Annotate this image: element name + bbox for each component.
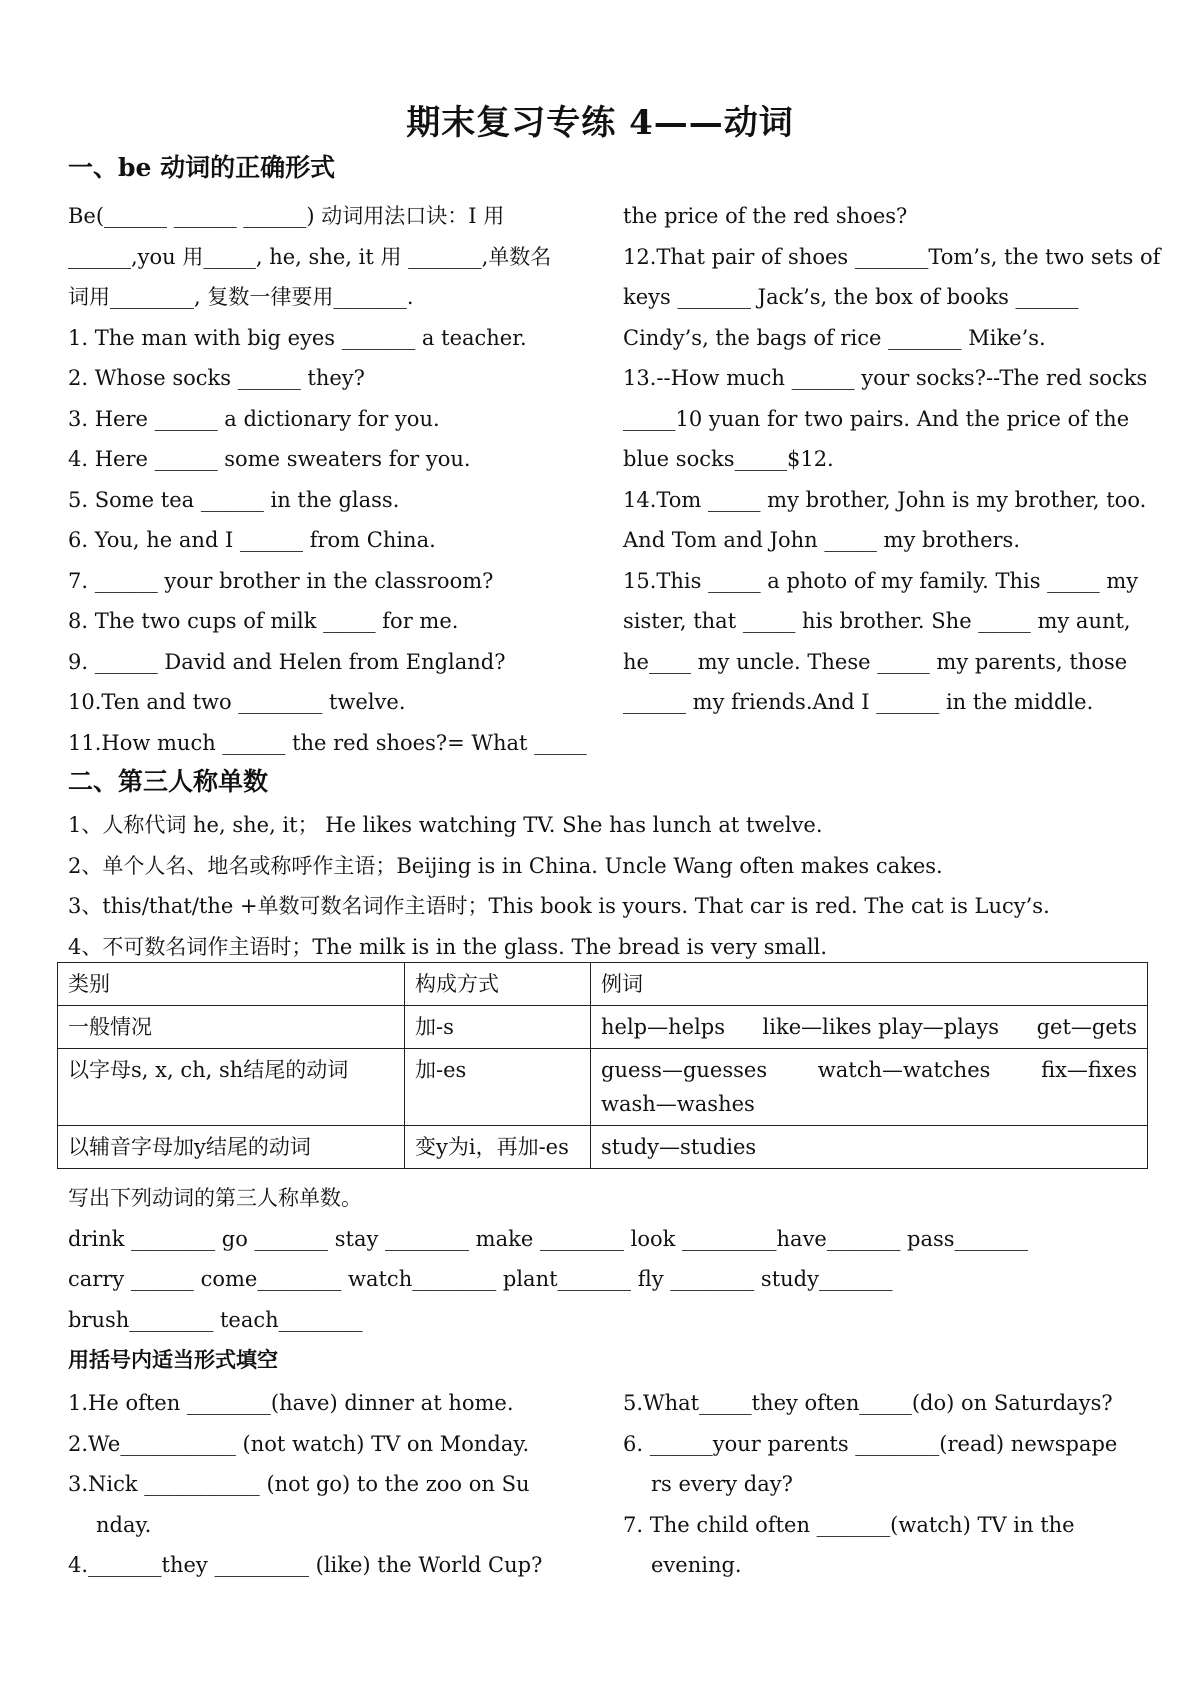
rhyme-line: 词用________, 复数一律要用_______. <box>68 285 414 309</box>
exercise-item: 2. Whose socks ______ they? <box>68 366 365 390</box>
fill-item: 7. The child often _______(watch) TV in the <box>623 1512 1075 1537</box>
exercise-item: _____10 yuan for two pairs. And the price of the <box>623 406 1130 431</box>
table-row <box>58 1126 1148 1169</box>
exercise-item: 3. Here ______ a dictionary for you. <box>68 406 440 431</box>
be-verb-left-column <box>68 196 587 763</box>
exercise-item: 7. ______ your brother in the classroom? <box>68 568 494 593</box>
fill-item: rs every day? <box>651 1472 793 1496</box>
third-person-table <box>57 962 1148 1169</box>
table-cell-method: 加-es <box>405 1049 591 1126</box>
section-heading-third-person: 二、第三人称单数 <box>68 767 269 796</box>
be-verb-right-column <box>623 196 1161 723</box>
table-cell-examples <box>591 1006 1148 1049</box>
fill-item: 5.What_____they often_____(do) on Saturdays? <box>623 1391 1113 1415</box>
exercise-item: 6. You, he and I ______ from China. <box>68 528 436 552</box>
page-title: 期末复习专练 4——动词 <box>406 103 794 143</box>
rule-line: 2、单个人名、地名或称呼作主语；Beijing is in China. Uncle Wang often makes cakes. <box>68 853 943 878</box>
practice-line: brush________ teach________ <box>68 1307 363 1332</box>
fill-right-column <box>623 1383 1143 1586</box>
exercise-item: 1. The man with big eyes _______ a teacher. <box>68 325 527 350</box>
table-row <box>58 1006 1148 1049</box>
exercise-item: 4. Here ______ some sweaters for you. <box>68 447 471 471</box>
example-word: fix—fixes <box>1041 1058 1137 1082</box>
exercise-item: keys _______ Jack’s, the box of books ______ <box>623 285 1079 309</box>
exercise-item: 13.--How much ______ your socks?--The red socks <box>623 366 1148 390</box>
rule-line: 1、人称代词 he, she, it； He likes watching TV. She has lunch at twelve. <box>68 813 823 837</box>
practice-line: carry ______ come________ watch________ plant_______ fly ________ study_______ <box>68 1267 893 1291</box>
section-heading-be-verbs: 一、be 动词的正确形式 <box>68 153 336 182</box>
fill-item: 4._______they _________ (like) the World Cup? <box>68 1553 543 1577</box>
exercise-item: 12.That pair of shoes _______Tom’s, the two sets of <box>623 244 1161 269</box>
table-header-row <box>58 963 1148 1006</box>
table-cell-method: 加-s <box>405 1006 591 1049</box>
example-word: guess—guesses <box>601 1058 768 1082</box>
example-word: get—gets <box>1036 1015 1137 1039</box>
exercise-item: 14.Tom _____ my brother, John is my brother, too. <box>623 487 1147 512</box>
exercise-item: he____ my uncle. These _____ my parents, those <box>623 649 1128 674</box>
table-cell-category: 以字母s, x, ch, sh结尾的动词 <box>58 1049 405 1126</box>
exercise-item: 11.How much ______ the red shoes?= What _____ <box>68 730 587 755</box>
exercise-item: 10.Ten and two ________ twelve. <box>68 690 406 714</box>
exercise-item: And Tom and John _____ my brothers. <box>623 528 1021 552</box>
fill-left-column <box>68 1383 588 1586</box>
table-header: 构成方式 <box>405 963 591 1006</box>
exercise-item: 5. Some tea ______ in the glass. <box>68 487 400 512</box>
fill-item: 2.We___________ (not watch) TV on Monday. <box>68 1431 530 1456</box>
fill-item: 6. ______your parents ________(read) newspape <box>623 1431 1118 1456</box>
example-word: help—helps <box>601 1015 726 1039</box>
example-word: study—studies <box>601 1135 757 1159</box>
practice-block <box>68 1178 1168 1381</box>
exercise-item: Cindy’s, the bags of rice _______ Mike’s. <box>623 325 1046 350</box>
table-cell-examples <box>591 1126 1148 1169</box>
fill-item: nday. <box>96 1512 152 1537</box>
fill-item: evening. <box>651 1553 742 1577</box>
table-header: 例词 <box>591 963 1148 1006</box>
table-cell-category: 一般情况 <box>58 1006 405 1049</box>
exercise-item: ______ my friends.And I ______ in the middle. <box>623 690 1094 714</box>
exercise-item: blue socks_____$12. <box>623 447 834 471</box>
example-word: watch—watches <box>817 1058 991 1082</box>
example-word: wash—washes <box>601 1092 755 1116</box>
exercise-item: sister, that _____ his brother. She _____ my aunt, <box>623 609 1131 633</box>
table-cell-category: 以辅音字母加y结尾的动词 <box>58 1126 405 1169</box>
example-word: like—likes play—plays <box>762 1015 1000 1039</box>
third-person-rules <box>68 805 1168 967</box>
rule-line: 4、不可数名词作主语时；The milk is in the glass. The bread is very small. <box>68 934 828 959</box>
table-cell-method: 变y为i，再加-es <box>405 1126 591 1169</box>
fill-item: 3.Nick ___________ (not go) to the zoo on Su <box>68 1472 530 1496</box>
table-cell-examples <box>591 1049 1148 1126</box>
table-row <box>58 1049 1148 1126</box>
exercise-item: the price of the red shoes? <box>623 204 908 228</box>
fill-item: 1.He often ________(have) dinner at home. <box>68 1391 514 1415</box>
practice-instruction: 写出下列动词的第三人称单数。 <box>68 1186 362 1210</box>
exercise-item: 15.This _____ a photo of my family. This _____ my <box>623 568 1139 593</box>
rule-line: 3、this/that/the +单数可数名词作主语时；This book is yours. That car is red. The cat is Lucy’s. <box>68 894 1050 918</box>
exercise-item: 8. The two cups of milk _____ for me. <box>68 609 459 633</box>
practice-line: drink ________ go _______ stay ________ make ________ look _________have_______ pass_______ <box>68 1226 1029 1251</box>
rhyme-line: Be(______ ______ ______) 动词用法口诀：I 用 <box>68 204 505 228</box>
exercise-item: 9. ______ David and Helen from England? <box>68 649 506 674</box>
table-header: 类别 <box>58 963 405 1006</box>
rhyme-line: ______,you 用_____, he, she, it 用 _______,单数名 <box>68 244 552 269</box>
fill-heading: 用括号内适当形式填空 <box>68 1347 278 1372</box>
